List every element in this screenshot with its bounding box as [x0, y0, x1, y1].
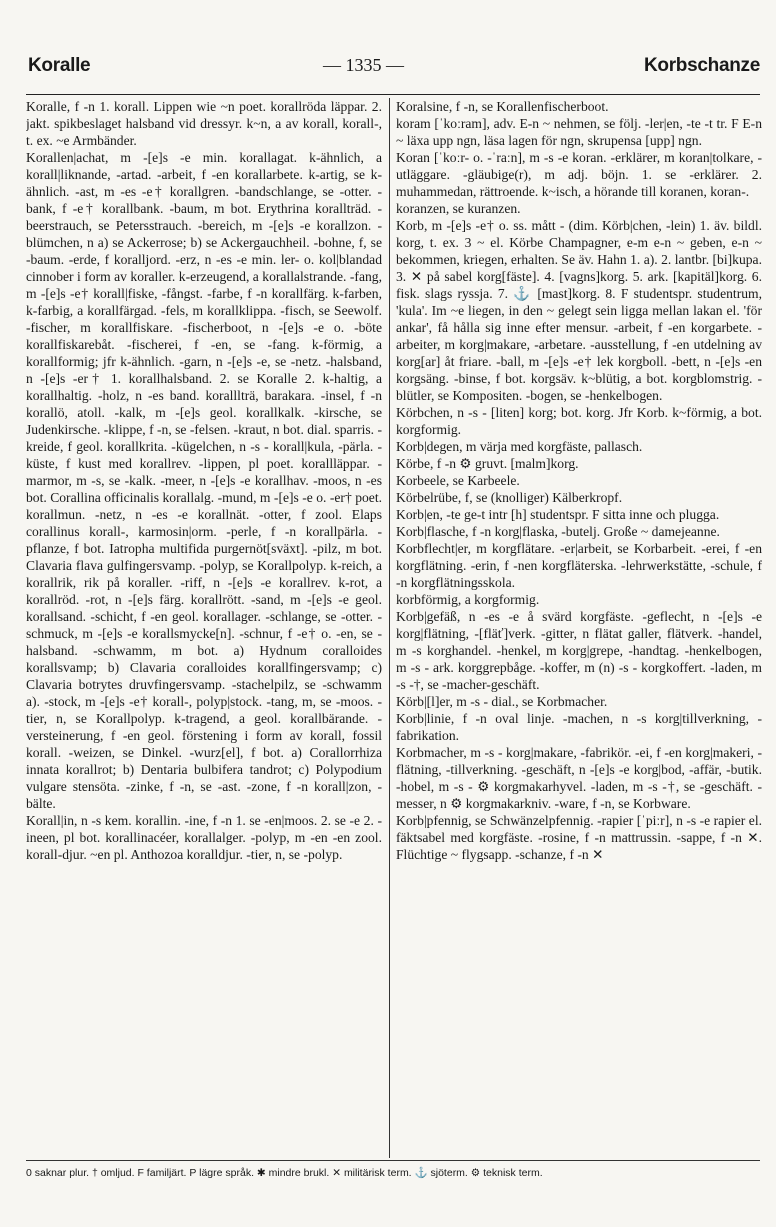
entry-korbmacher: Korbmacher, m -s - korg|makare, -fabrikör. -ei, f -en korg|makeri, -flätning, -tillverkning. -geschäft, n -[e]s -e korg|bod, -affär, -butik. -hobel, m -s - ⚙ korgmakarhyvel. -laden, m -s -†, se -geschäft. -messer, n ⚙ korgmakarkniv. -ware, f -n, se Korbware. [396, 745, 762, 811]
left-column [26, 98, 382, 1158]
entry-korallin: Korall|in, n -s kem. korallin. -ine, f -n 1. se -en|moos. 2. se -e 2. -ineen, pl bot. korallinacéer, korallalger. -polyp, m -en -en zool. korall-djur. ~en pl. Anthozoa koralldjur. -tier, n, se -polyp. [26, 813, 382, 862]
entry-koralsine: Koralsine, f -n, se Korallenfischerboot. [396, 99, 609, 114]
entry-koerbler: Körb|[l]er, m -s - dial., se Korbmacher. [396, 694, 608, 709]
entry-korallen-compounds: Korallen|achat, m -[e]s -e min. korallagat. k-ähnlich, a korall|liknande, -artad. -arbeit, f -en korallarbete. k-artig, se k-ähnlich. -ast, m -es -e† korallgren. -bandschlange, se -otter. -bank, f -e† korallbank. -baum, m bot. Erythrina korallträd. -beerstrauch, se Petersstrauch. -bereich, m -[e]s -e korallzon. -blümchen, n a) se Ackerrose; b) se Ackergauchheil. -bohne, f, se -baum. -erde, f koralljord. -erz, n -es -e min. ler- o. kol|blandad cinnober i form av koraller. k-erzeugend, a korallalstrande. -fang, m -[e]s -e† korall|fiske, -fångst. -farbe, f -n korallfärg. k-farben, k-farbig, a korallfärgad. -fels, m korallklippa. -fisch, se Seewolf. -fischer, m korallfiskare. -fischerboot, n -[e]s -e o. -böte korallfiskarebåt. -fischerei, f -en, se -fang. k-förmig, a korallformig; jfr k-ähnlich. -garn, n -[e]s -e, se -netz. -halsband, n -[e]s -er† 1. korallhalsband. 2. se Koralle 2. k-haltig, a korallhaltig. -holz, n -es band. koralllträ, barakara. -insel, f -n korallö, atoll. -kalk, m -[e]s geol. korallkalk. -kirsche, se Judenkirsche. -klippe, f -n, se -felsen. -kraut, n bot. dial. sparris. -kreide, f geol. korallkrita. -kügelchen, n -s - korall|kula, -pärla. -küste, f kust med korallrev. -lippen, pl poet. korallläppar. -marmor, m -s, se -kalk. -meer, n -[e]s -e korallhav. -moos, n -es bot. Corallina officinalis korallalg. -mund, m -[e]s -e o. -er† poet. korallmun. -netz, n -es -e korallnät. -otter, f zool. Elaps corallinus korall-, karmosin|orm. -perle, f -n korallpärla. -pflanze, f bot. Iatropha multifida purgernöt[sväxt]. -pilz, m bot. Clavaria flava gulfingersvamp. -polyp, se Korallpolyp. k-reich, a korallrik, rik på koraller. -riff, n -[e]s -e korallrev. k-rot, a korallröd. -rot, n -[e]s färg. korallrött. -sand, m -[e]s -e geol. korallsand. -schicht, f -en geol. korallager. -schlange, se -otter. -schmuck, m -[e]s -e korallsmycke[n]. -schnur, f -e† o. -en, se -halsband. -schwamm, m bot. a) Hydnum coralloides korallsvamp; b) Clavaria coralloides korallfingersvamp; c) Clavaria botrytes druvfingersvamp. -stachelpilz, se -schwamm a). -stock, m -[e]s -e† korall-, polyp|stock. -tang, m, se -moos. -tier, n, se Korallpolyp. k-tragend, a geol. korallbärande. -versteinerung, f -en geol. förstening i form av korall, fossil korall. -weizen, se Dinkel. -wurz[el], f bot. a) Corallorrhiza innata korallrot; b) Dentaria bulbifera tandrot; c) Polypodium vulgare stensöta. -zinke, f -n, se -ast. -zone, f -n korall|zon, -bälte. [26, 150, 382, 811]
right-column [396, 98, 762, 1158]
entry-koerbelruebe: Körbelrübe, f, se (knolliger) Kälberkropf. [396, 490, 623, 505]
entry-korblinie: Korb|linie, f -n oval linje. -machen, n -s korg|tillverkning, -fabrikation. [396, 711, 762, 743]
abbreviation-legend: 0 saknar plur. † omljud. F familjärt. P lägre språk. ✱ mindre brukl. ✕ militärisk term. ⚓ sjöterm. ⚙ teknisk term. [26, 1167, 543, 1179]
entry-koerbe: Körbe, f -n ⚙ gruvt. [malm]korg. [396, 456, 579, 471]
page-number: — 1335 — [323, 55, 404, 75]
entry-koranzen: koranzen, se kuranzen. [396, 201, 521, 216]
dictionary-page [18, 10, 760, 1210]
column-divider [389, 98, 390, 1158]
entry-korbflechter: Korbflecht|er, m korgflätare. -er|arbeit, se Korbarbeit. -erei, f -en korgflätning. -erin, f -nen korgfläterska. -lehrwerkstätte, -schule, f -n korgflätningsskola. [396, 541, 762, 590]
entry-korbfoermig: korbförmig, a korgformig. [396, 592, 540, 607]
page-header [18, 10, 760, 80]
entry-korbgefaess: Korb|gefäß, n -es -e å svärd korgfäste. -geflecht, n -[e]s -e korg|flätning, -[fläť]verk. -gitter, n flätat galler, flätverk. -handel, m -s korghandel. -henkel, m korg|grepe, -handtag. -henkelbogen, m -s - ark. korggrepbåge. -koffer, m (n) -s - korgkoffert. -laden, m -s -†, se -macher-geschäft. [396, 609, 762, 692]
entry-korbpfennig: Korb|pfennig, se Schwänzelpfennig. -rapier [ˈpiːr], n -s -e rapier el. fäktsabel med korgfäste. -rosine, f -n mattrussin. -sappe, f -n ✕. Flüchtige ~ flygsapp. -schanze, f -n ✕ [396, 813, 762, 862]
header-rule [26, 94, 760, 95]
entry-korbdegen: Korb|degen, m värja med korgfäste, pallasch. [396, 439, 643, 454]
entry-koerbchen: Körbchen, n -s - [liten] korg; bot. korg. Jfr Korb. k~förmig, a bot. korgformig. [396, 405, 762, 437]
entry-korben: Korb|en, -te ge-t intr [h] studentspr. F sitta inne och plugga. [396, 507, 720, 522]
header-left-guideword: Koralle [28, 55, 91, 76]
columns [26, 98, 766, 1158]
header-right-guideword: Korbschanze [643, 55, 760, 76]
footer-rule [26, 1160, 760, 1161]
entry-koran: Koran [ˈkoːr- o. -ˈraːn], m -s -e koran. -erklärer, m koran|tolkare, -utläggare. -gläubige(r), m adj. böjn. 1. se -erklärer. 2. muhammedan, rättroende. k~isch, a hörande till koranen, koran-. [396, 150, 762, 199]
entry-korb: Korb, m -[e]s -e† o. ss. mått - (dim. Körb|chen, -lein) 1. äv. bildl. korg, t. ex. 3 ~ el. Körbe Champagner, e-m e-n ~ geben, e-n ~ bekommen, kriegen, erhalten. Se äv. Hahn 1. a). 2. lantbr. [bi]kupa. 3. ✕ på sabel korg[fäste]. 4. [vagns]korg. 5. ark. [kapitäl]korg. 6. fisk. slags ryssja. 7. ⚓ [mast]korg. 8. F studentspr. studentrum, 'kula'. Im ~e liegen, in den ~ gelegt sein ligga mellan lakan el. 'för ankar', få hålla sig inne efter mensur. -arbeit, f -en korgarbete. -arbeiter, m korg|makare, -arbetare. -ausstellung, f -en utdelning av korg[ar] åt friare. -ball, m -[e]s -e† lek korgboll. -bett, n -[e]s -en korgsäng. -binse, f bot. korgsäv. k~blütig, a bot. korgblomstrig. -blütler, se Kompositen. -bogen, se -henkelbogen. [396, 218, 762, 403]
entry-korbflasche: Korb|flasche, f -n korg|flaska, -butelj. Große ~ damejeanne. [396, 524, 720, 539]
entry-korbeele: Korbeele, se Karbeele. [396, 473, 520, 488]
entry-koralle: Koralle, f -n 1. korall. Lippen wie ~n poet. korallröda läppar. 2. jakt. spikbeslaget halsband vid dressyr. k~n, a av korall, korall-, t. ex. ~e Armbänder. [26, 99, 382, 148]
entry-koram: koram [ˈkoːram], adv. E-n ~ nehmen, se följ. -ler|en, -te -t tr. F E-n ~ läxa upp ngn, läsa lagen för ngn, skrupensa [upp] ngn. [396, 116, 762, 148]
